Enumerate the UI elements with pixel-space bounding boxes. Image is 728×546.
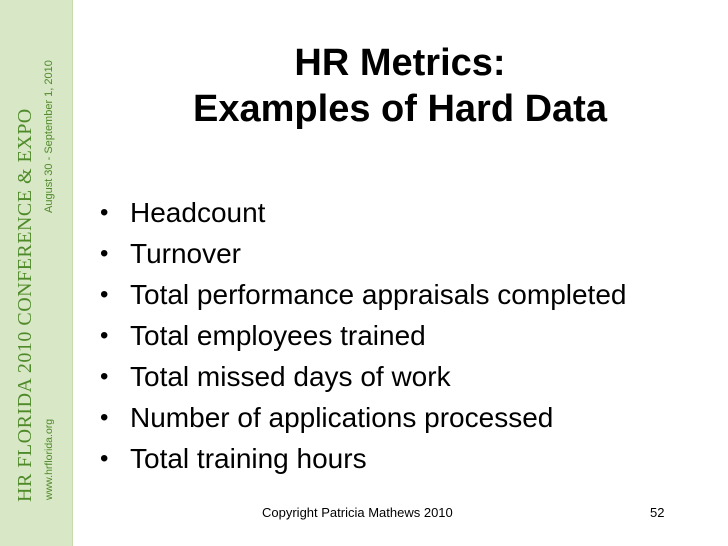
bullet-item — [100, 315, 720, 356]
bullet-text: Total employees trained — [130, 320, 426, 351]
bullet-text: Total performance appraisals completed — [130, 279, 627, 310]
bullet-item — [100, 397, 720, 438]
bullet-item — [100, 356, 720, 397]
bullet-text: Total training hours — [130, 443, 367, 474]
bullet-dot: • — [100, 240, 109, 267]
bullet-text: Total missed days of work — [130, 361, 451, 392]
conference-sidebar — [0, 0, 73, 546]
sidebar-conference-title: HR FLORIDA 2010 CONFERENCE & EXPO — [14, 108, 36, 502]
bullet-dot: • — [100, 199, 109, 226]
bullet-dot: • — [100, 404, 109, 431]
bullet-dot: • — [100, 322, 109, 349]
bullet-dot: • — [100, 445, 109, 472]
bullet-item — [100, 192, 720, 233]
bullet-item — [100, 438, 720, 479]
sidebar-dates: August 30 - September 1, 2010 — [43, 60, 55, 213]
bullet-text: Turnover — [130, 238, 242, 269]
bullet-list — [100, 192, 720, 479]
bullet-text: Headcount — [130, 197, 266, 228]
bullet-item — [100, 274, 720, 315]
footer-page-number: 52 — [650, 505, 665, 520]
sidebar-text-group — [0, 0, 72, 546]
bullet-dot: • — [100, 363, 109, 390]
slide-title — [110, 40, 690, 132]
footer-copyright: Copyright Patricia Mathews 2010 — [262, 505, 453, 520]
bullet-item — [100, 233, 720, 274]
bullet-dot: • — [100, 281, 109, 308]
slide-title-line-1: HR Metrics: — [294, 42, 506, 84]
sidebar-website: www.hrflorida.org — [43, 418, 55, 500]
slide-title-line-2: Examples of Hard Data — [193, 88, 607, 130]
bullet-text: Number of applications processed — [130, 402, 554, 433]
